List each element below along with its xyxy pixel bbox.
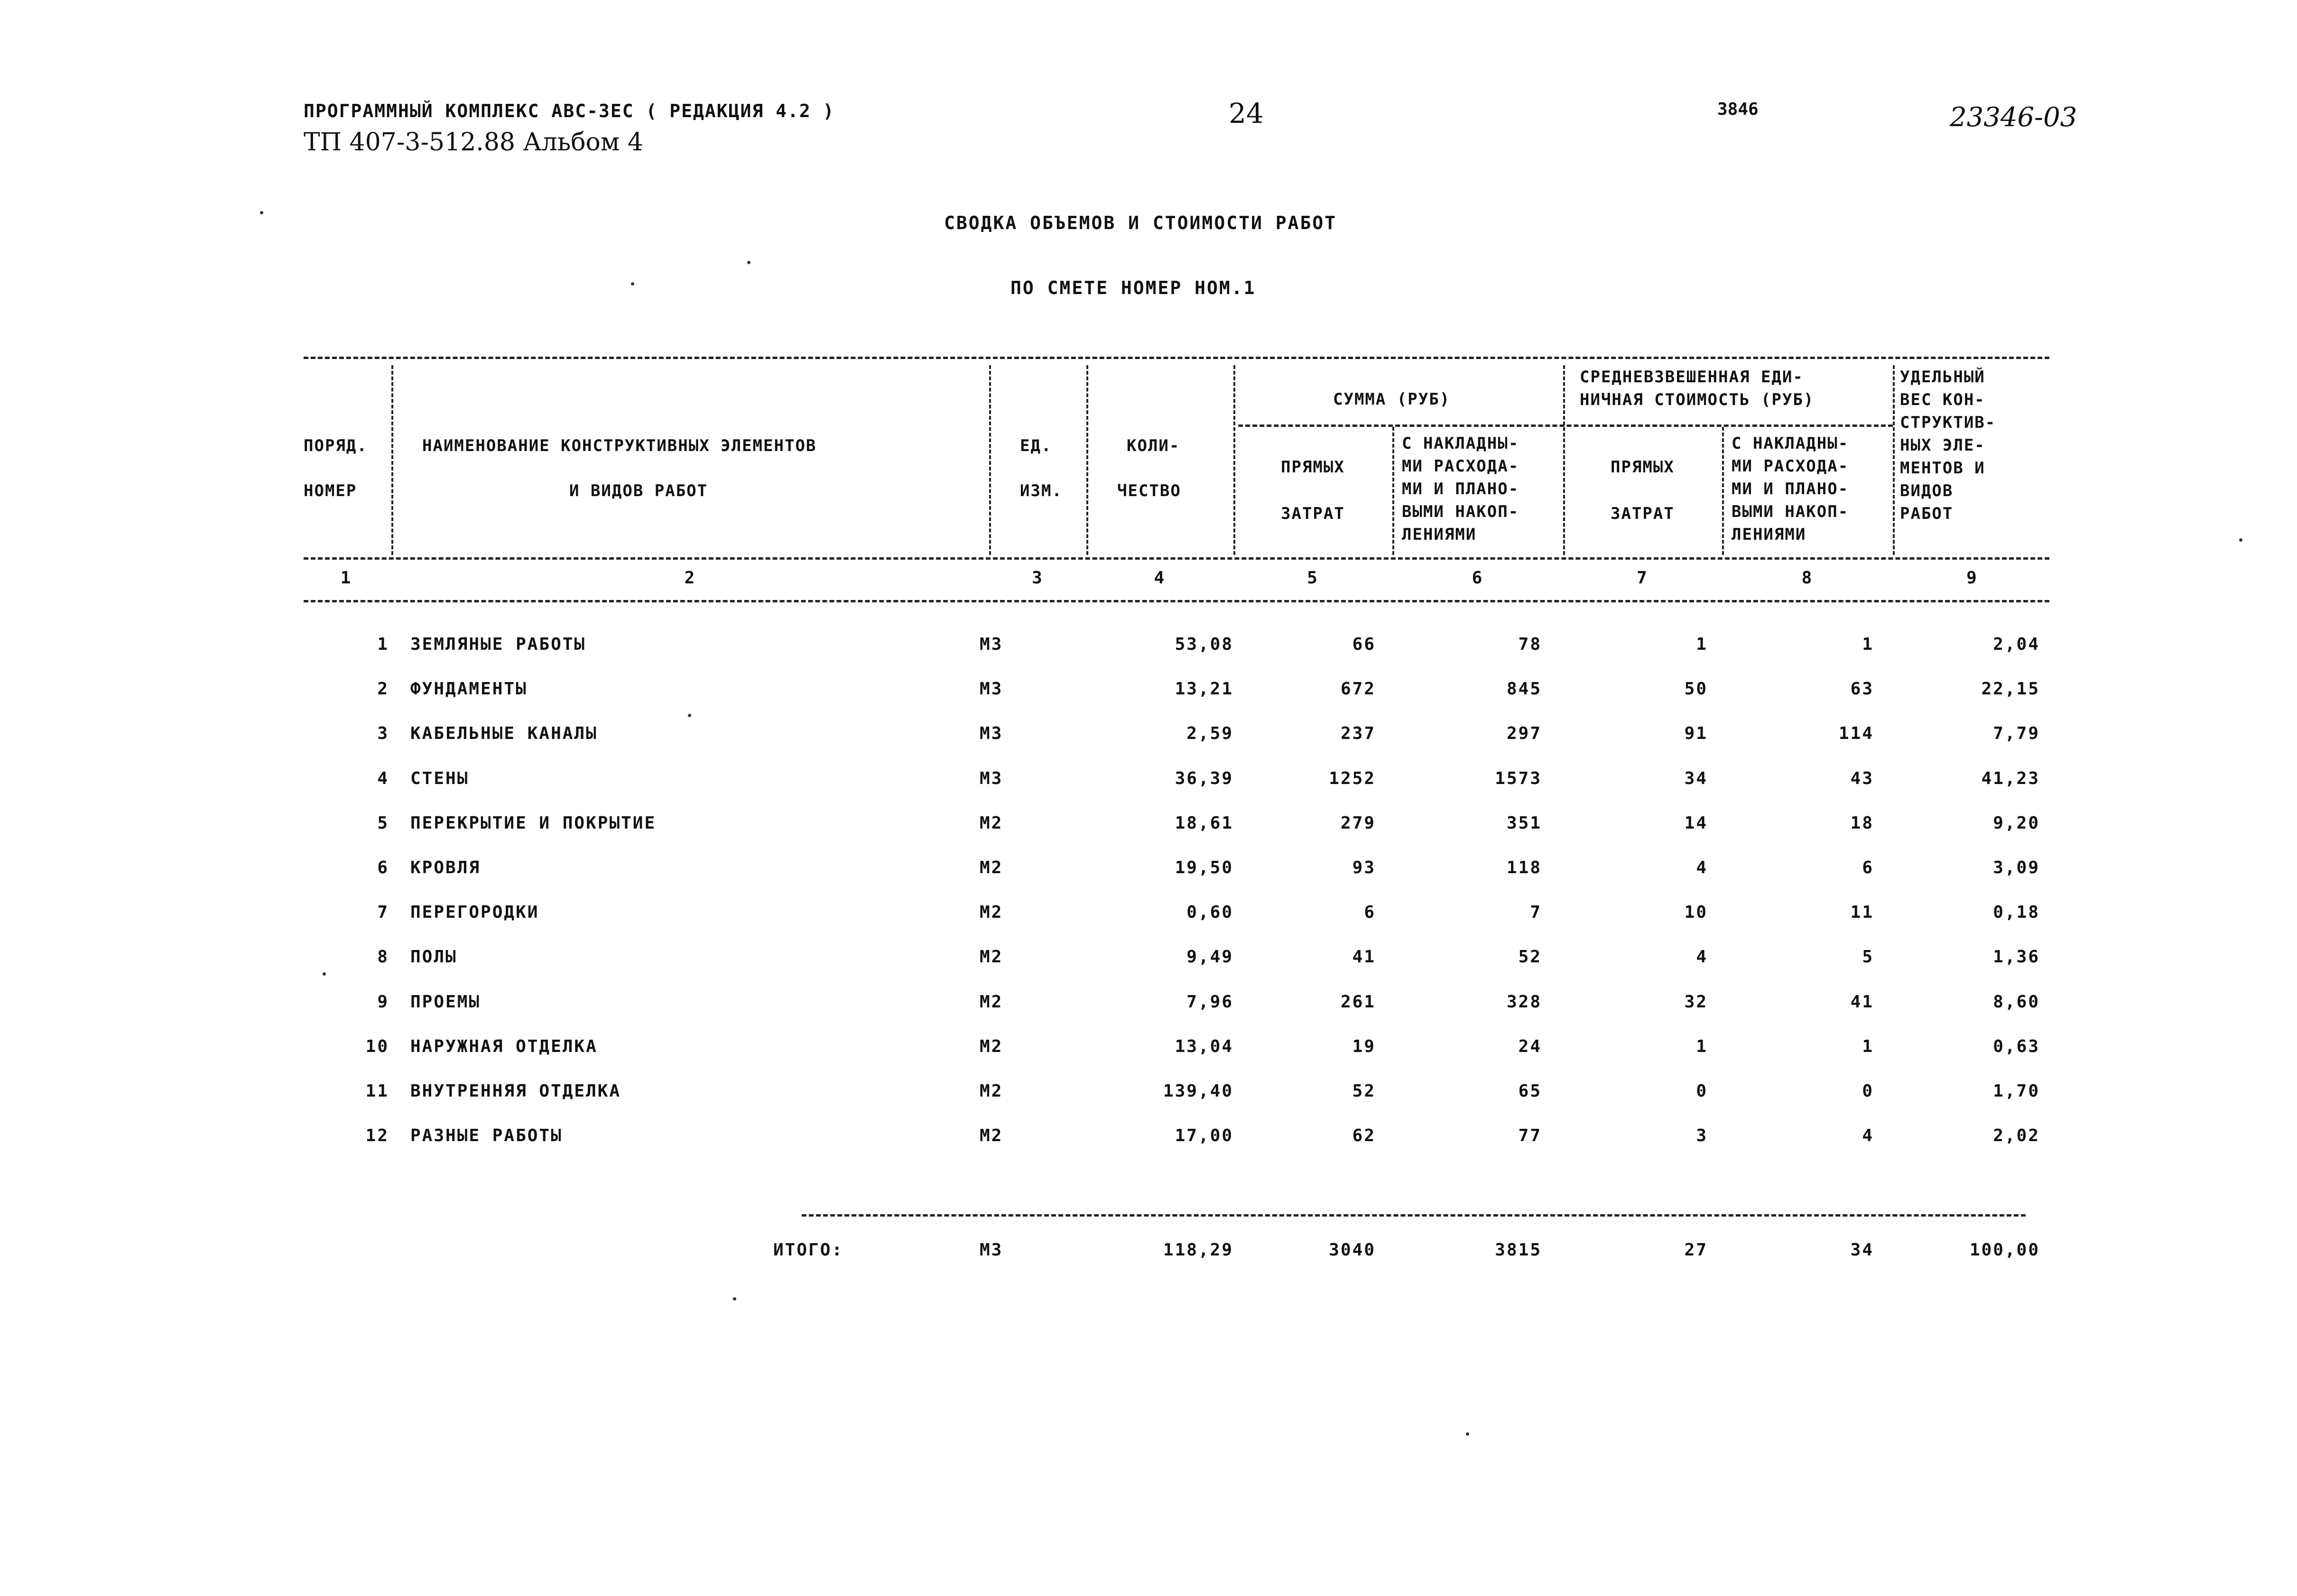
row-quantity: 13,04 <box>1175 1037 1233 1056</box>
row-unit-direct-cost: 0 <box>1696 1081 1708 1101</box>
total-full-cost: 3815 <box>1495 1240 1542 1260</box>
col6-header-line: ЛЕНИЯМИ <box>1402 525 1477 544</box>
row-unit-full-cost: 1 <box>1862 635 1874 654</box>
row-work-name: РАЗНЫЕ РАБОТЫ <box>410 1126 563 1145</box>
row-share: 8,60 <box>1993 992 2040 1012</box>
report-subtitle: ПО СМЕТЕ НОМЕР НОМ.1 <box>1010 277 1256 298</box>
column-number: 4 <box>1154 568 1166 588</box>
row-work-name: ПРОЕМЫ <box>410 992 481 1012</box>
row-unit-direct-cost: 4 <box>1696 947 1708 967</box>
row-number: 1 <box>377 635 389 654</box>
col6-header-line: МИ РАСХОДА- <box>1402 457 1519 476</box>
total-direct-cost: 3040 <box>1329 1240 1376 1260</box>
row-share: 2,04 <box>1993 635 2040 654</box>
row-share: 1,70 <box>1993 1081 2040 1101</box>
scan-speck <box>2239 538 2242 542</box>
row-unit: М2 <box>980 992 1003 1012</box>
col-separator <box>1392 427 1394 555</box>
row-unit-full-cost: 63 <box>1850 679 1874 699</box>
col8-header-line: МИ РАСХОДА- <box>1732 457 1849 476</box>
row-unit-full-cost: 4 <box>1862 1126 1874 1145</box>
col3-header-line: ИЗМ. <box>1020 481 1063 500</box>
row-share: 22,15 <box>1981 679 2040 699</box>
row-unit-direct-cost: 14 <box>1684 813 1708 833</box>
column-number: 9 <box>1966 568 1978 588</box>
scan-speck <box>323 972 326 976</box>
row-direct-cost: 261 <box>1340 992 1376 1012</box>
scan-speck <box>1466 1432 1469 1436</box>
col9-header-line: СТРУКТИВ- <box>1900 413 1996 432</box>
row-quantity: 18,61 <box>1175 813 1233 833</box>
row-work-name: ЗЕМЛЯНЫЕ РАБОТЫ <box>410 635 586 654</box>
col-separator <box>1563 365 1565 555</box>
row-unit-direct-cost: 1 <box>1696 635 1708 654</box>
col6-header-line: МИ И ПЛАНО- <box>1402 480 1519 498</box>
report-title: СВОДКА ОБЪЕМОВ И СТОИМОСТИ РАБОТ <box>944 212 1337 233</box>
row-number: 5 <box>377 813 389 833</box>
sum-group-header: СУММА (РУБ) <box>1333 390 1451 409</box>
row-unit-full-cost: 1 <box>1862 1037 1874 1056</box>
row-direct-cost: 237 <box>1340 724 1376 743</box>
row-full-cost: 65 <box>1518 1081 1542 1101</box>
row-full-cost: 78 <box>1518 635 1542 654</box>
scan-speck <box>733 1297 736 1301</box>
column-number: 3 <box>1032 568 1044 588</box>
row-quantity: 2,59 <box>1186 724 1233 743</box>
scan-speck <box>688 714 691 717</box>
col-separator <box>1893 365 1895 555</box>
row-full-cost: 24 <box>1518 1037 1542 1056</box>
row-unit-direct-cost: 4 <box>1696 858 1708 877</box>
column-numbers-rule <box>304 600 2049 602</box>
document-reference: ТП 407-3-512.88 Альбом 4 <box>304 128 643 157</box>
program-header: ПРОГРАММНЫЙ КОМПЛЕКС АВС-3ЕС ( РЕДАКЦИЯ 4.2 ) <box>304 101 835 121</box>
row-unit-direct-cost: 50 <box>1684 679 1708 699</box>
row-full-cost: 52 <box>1518 947 1542 967</box>
table-top-rule <box>304 357 2049 359</box>
row-unit-full-cost: 6 <box>1862 858 1874 877</box>
row-direct-cost: 6 <box>1364 903 1376 922</box>
col-separator <box>1086 365 1088 555</box>
row-unit: М3 <box>980 724 1003 743</box>
row-share: 1,36 <box>1993 947 2040 967</box>
row-direct-cost: 672 <box>1340 679 1376 699</box>
col8-header-line: МИ И ПЛАНО- <box>1732 480 1849 498</box>
row-unit-full-cost: 114 <box>1838 724 1874 743</box>
col8-header-line: ЛЕНИЯМИ <box>1732 525 1806 544</box>
row-direct-cost: 66 <box>1352 635 1376 654</box>
row-quantity: 9,49 <box>1186 947 1233 967</box>
row-full-cost: 328 <box>1506 992 1542 1012</box>
col2-header-line: НАИМЕНОВАНИЕ КОНСТРУКТИВНЫХ ЭЛЕМЕНТОВ <box>422 436 817 455</box>
row-full-cost: 1573 <box>1495 769 1542 788</box>
row-share: 0,63 <box>1993 1037 2040 1056</box>
column-number: 7 <box>1637 568 1649 588</box>
row-full-cost: 118 <box>1506 858 1542 877</box>
total-unit: М3 <box>980 1240 1003 1260</box>
row-unit: М3 <box>980 635 1003 654</box>
row-unit-direct-cost: 10 <box>1684 903 1708 922</box>
row-unit-full-cost: 18 <box>1850 813 1874 833</box>
scan-speck <box>747 261 750 264</box>
row-quantity: 139,40 <box>1163 1081 1233 1101</box>
row-work-name: ПЕРЕКРЫТИЕ И ПОКРЫТИЕ <box>410 813 657 833</box>
row-number: 11 <box>365 1081 389 1101</box>
row-number: 4 <box>377 769 389 788</box>
row-unit-direct-cost: 91 <box>1684 724 1708 743</box>
row-share: 0,18 <box>1993 903 2040 922</box>
row-work-name: ПЕРЕГОРОДКИ <box>410 903 539 922</box>
col6-header-line: ВЫМИ НАКОП- <box>1402 502 1519 521</box>
row-unit-direct-cost: 1 <box>1696 1037 1708 1056</box>
row-unit-full-cost: 5 <box>1862 947 1874 967</box>
row-number: 7 <box>377 903 389 922</box>
header-bottom-rule <box>304 557 2049 560</box>
row-unit-full-cost: 11 <box>1850 903 1874 922</box>
col9-header-line: ВИДОВ <box>1900 481 1954 500</box>
column-number: 2 <box>684 568 696 588</box>
row-unit: М2 <box>980 1037 1003 1056</box>
row-quantity: 53,08 <box>1175 635 1233 654</box>
column-number: 6 <box>1472 568 1484 588</box>
row-direct-cost: 52 <box>1352 1081 1376 1101</box>
row-work-name: СТЕНЫ <box>410 769 469 788</box>
scan-speck <box>631 282 634 286</box>
row-unit-full-cost: 0 <box>1862 1081 1874 1101</box>
group-header-rule <box>1238 424 1893 427</box>
col8-header-line: ВЫМИ НАКОП- <box>1732 502 1849 521</box>
avg-group-header: СРЕДНЕВЗВЕШЕННАЯ ЕДИ- <box>1580 368 1804 387</box>
total-label: ИТОГО: <box>773 1240 844 1260</box>
row-share: 41,23 <box>1981 769 2040 788</box>
row-work-name: КАБЕЛЬНЫЕ КАНАЛЫ <box>410 724 598 743</box>
col4-header-line: ЧЕСТВО <box>1117 481 1181 500</box>
row-number: 9 <box>377 992 389 1012</box>
row-direct-cost: 1252 <box>1329 769 1376 788</box>
row-work-name: НАРУЖНАЯ ОТДЕЛКА <box>410 1037 598 1056</box>
col9-header-line: МЕНТОВ И <box>1900 459 1985 478</box>
col9-header-line: ВЕС КОН- <box>1900 390 1985 409</box>
col-separator <box>989 365 991 555</box>
col9-header-line: УДЕЛЬНЫЙ <box>1900 368 1985 387</box>
row-unit-full-cost: 41 <box>1850 992 1874 1012</box>
row-unit: М2 <box>980 903 1003 922</box>
col1-header-line: НОМЕР <box>304 481 357 500</box>
row-share: 9,20 <box>1993 813 2040 833</box>
row-share: 3,09 <box>1993 858 2040 877</box>
row-direct-cost: 62 <box>1352 1126 1376 1145</box>
total-quantity: 118,29 <box>1163 1240 1233 1260</box>
row-direct-cost: 19 <box>1352 1037 1376 1056</box>
total-unit-full: 34 <box>1850 1240 1874 1260</box>
row-quantity: 0,60 <box>1186 903 1233 922</box>
row-work-name: ВНУТРЕННЯЯ ОТДЕЛКА <box>410 1081 621 1101</box>
row-quantity: 17,00 <box>1175 1126 1233 1145</box>
column-number: 1 <box>340 568 352 588</box>
row-unit: М2 <box>980 947 1003 967</box>
document-code: 3846 <box>1717 100 1759 119</box>
total-unit-direct: 27 <box>1684 1240 1708 1260</box>
column-number: 5 <box>1307 568 1319 588</box>
col5-header-line: ПРЯМЫХ <box>1281 458 1345 477</box>
col-separator <box>1722 427 1724 555</box>
row-direct-cost: 41 <box>1352 947 1376 967</box>
row-number: 8 <box>377 947 389 967</box>
row-unit-direct-cost: 34 <box>1684 769 1708 788</box>
total-share: 100,00 <box>1969 1240 2040 1260</box>
row-work-name: ФУНДАМЕНТЫ <box>410 679 528 699</box>
scan-speck <box>260 211 263 214</box>
row-number: 6 <box>377 858 389 877</box>
col6-header-line: С НАКЛАДНЫ- <box>1402 434 1519 453</box>
col-separator <box>391 365 393 555</box>
row-number: 12 <box>365 1126 389 1145</box>
row-number: 10 <box>365 1037 389 1056</box>
row-unit-direct-cost: 3 <box>1696 1126 1708 1145</box>
col1-header-line: ПОРЯД. <box>304 436 368 455</box>
row-unit: М3 <box>980 679 1003 699</box>
column-number: 8 <box>1801 568 1814 588</box>
row-full-cost: 7 <box>1530 903 1542 922</box>
row-direct-cost: 279 <box>1340 813 1376 833</box>
row-unit: М3 <box>980 769 1003 788</box>
handwritten-number: 23346-03 <box>1950 102 2077 133</box>
col-separator <box>1233 365 1235 555</box>
row-number: 2 <box>377 679 389 699</box>
col8-header-line: С НАКЛАДНЫ- <box>1732 434 1849 453</box>
row-work-name: ПОЛЫ <box>410 947 457 967</box>
row-quantity: 19,50 <box>1175 858 1233 877</box>
col7-header-line: ПРЯМЫХ <box>1611 458 1675 477</box>
row-full-cost: 845 <box>1506 679 1542 699</box>
row-number: 3 <box>377 724 389 743</box>
total-rule <box>802 1214 2026 1217</box>
row-unit-direct-cost: 32 <box>1684 992 1708 1012</box>
col4-header-line: КОЛИ- <box>1127 436 1180 455</box>
col7-header-line: ЗАТРАТ <box>1611 504 1675 523</box>
row-quantity: 36,39 <box>1175 769 1233 788</box>
row-unit-full-cost: 43 <box>1850 769 1874 788</box>
row-direct-cost: 93 <box>1352 858 1376 877</box>
row-share: 2,02 <box>1993 1126 2040 1145</box>
row-full-cost: 77 <box>1518 1126 1542 1145</box>
row-quantity: 13,21 <box>1175 679 1233 699</box>
row-unit: М2 <box>980 1126 1003 1145</box>
avg-group-header: НИЧНАЯ СТОИМОСТЬ (РУБ) <box>1580 390 1815 409</box>
col2-header-line: И ВИДОВ РАБОТ <box>569 481 708 500</box>
col3-header-line: ЕД. <box>1020 436 1052 455</box>
row-full-cost: 351 <box>1506 813 1542 833</box>
row-full-cost: 297 <box>1506 724 1542 743</box>
row-unit: М2 <box>980 1081 1003 1101</box>
row-work-name: КРОВЛЯ <box>410 858 481 877</box>
row-unit: М2 <box>980 813 1003 833</box>
row-unit: М2 <box>980 858 1003 877</box>
row-quantity: 7,96 <box>1186 992 1233 1012</box>
row-share: 7,79 <box>1993 724 2040 743</box>
page-number: 24 <box>1229 97 1264 129</box>
col5-header-line: ЗАТРАТ <box>1281 504 1345 523</box>
col9-header-line: РАБОТ <box>1900 504 1954 523</box>
col9-header-line: НЫХ ЭЛЕ- <box>1900 436 1985 455</box>
